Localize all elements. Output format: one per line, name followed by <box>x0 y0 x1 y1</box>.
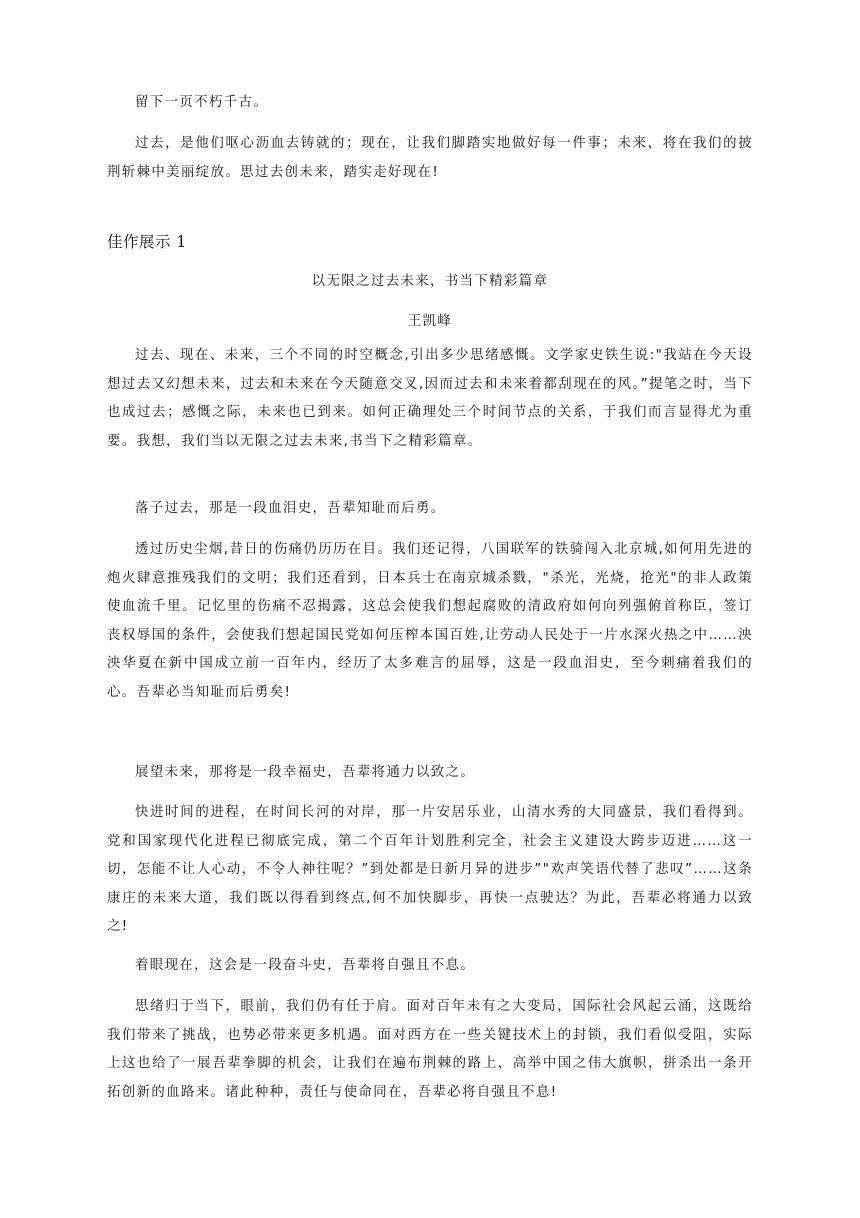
section-heading: 佳作展示 1 <box>107 233 187 251</box>
essay-paragraph-3: 透过历史尘烟,昔日的伤痛仍历历在目。我们还记得，八国联军的铁骑闯入北京城,如何用先进的炮火肆意推残我们的文明；我们还看到，日本兵士在南京城杀戮，"杀光，光烧，抢光"的非人政策使血流千里。记忆里的伤痛不忍揭露，这总会使我们想起腐败的清政府如何向列强俯首称臣，签订丧权辱国的条件，会使我们想起国民党如何压榨本国百姓,让劳动人民处于一片水深火热之中……泱泱华夏在新中国成立前一百年内，经历了太多难言的屈辱，这是一段血泪史，至今刺痛着我们的心。吾辈必当知耻而后勇矣! <box>107 542 753 700</box>
essay-paragraph-5: 快进时间的进程，在时间长河的对岸，那一片安居乐业，山清水秀的大同盛景，我们看得到。党和国家现代化进程已彻底完成，第二个百年计划胜利完全，社会主义建设大跨步迈进……这一切，怎能不让人心动，不令人神往呢？”到处都是日新月异的进步”"欢声笑语代替了悲叹”……这条康庄的未来大道，我们既以得看到终点,何不加快脚步，再快一点驶达？为此，吾辈必将通力以致之! <box>107 805 753 934</box>
essay-paragraph-1: 过去、现在、未来，三个不同的时空概念,引出多少思绪感慨。文学家史铁生说:"我站在今天设想过去又幻想未来，过去和未来在今天随意交叉,因而过去和未来着都刮现在的风。”提笔之时，当下也成过去；感慨之际，未来也已到来。如何正确理处三个时间节点的关系，于我们而言显得尤为重要。我想，我们当以无限之过去未来,书当下之精彩篇章。 <box>107 348 753 449</box>
essay-paragraph-7: 思绪归于当下，眼前，我们仍有任于肩。面对百年未有之大变局，国际社会风起云涌，这既给我们带来了挑战，也势必带来更多机遇。面对西方在一些关键技术上的封锁，我们看似受阻，实际上这也给了一展吾辈拳脚的机会，让我们在遍布荆棘的路上，高举中国之伟大旗帜，拼杀出一条开拓创新的血路来。诸此种种，责任与使命同在，吾辈必将自强且不息! <box>107 999 753 1100</box>
intro-paragraph-2: 过去，是他们呕心沥血去铸就的；现在，让我们脚踏实地做好每一件事；未来，将在我们的披荆斩棘中美丽绽放。思过去创未来，踏实走好现在! <box>107 136 753 180</box>
essay-paragraph-6: 着眼现在，这会是一段奋斗史，吾辈将自强且不息。 <box>135 958 476 973</box>
essay-author: 王凯峰 <box>407 314 453 329</box>
essay-paragraph-4: 展望未来，那将是一段幸福史，吾辈将通力以致之。 <box>135 765 476 780</box>
essay-title: 以无限之过去未来，书当下精彩篇章 <box>311 274 549 289</box>
intro-paragraph-1: 留下一页不朽千古。 <box>135 95 269 110</box>
essay-paragraph-2: 落子过去，那是一段血泪史，吾辈知耻而后勇。 <box>135 501 446 516</box>
